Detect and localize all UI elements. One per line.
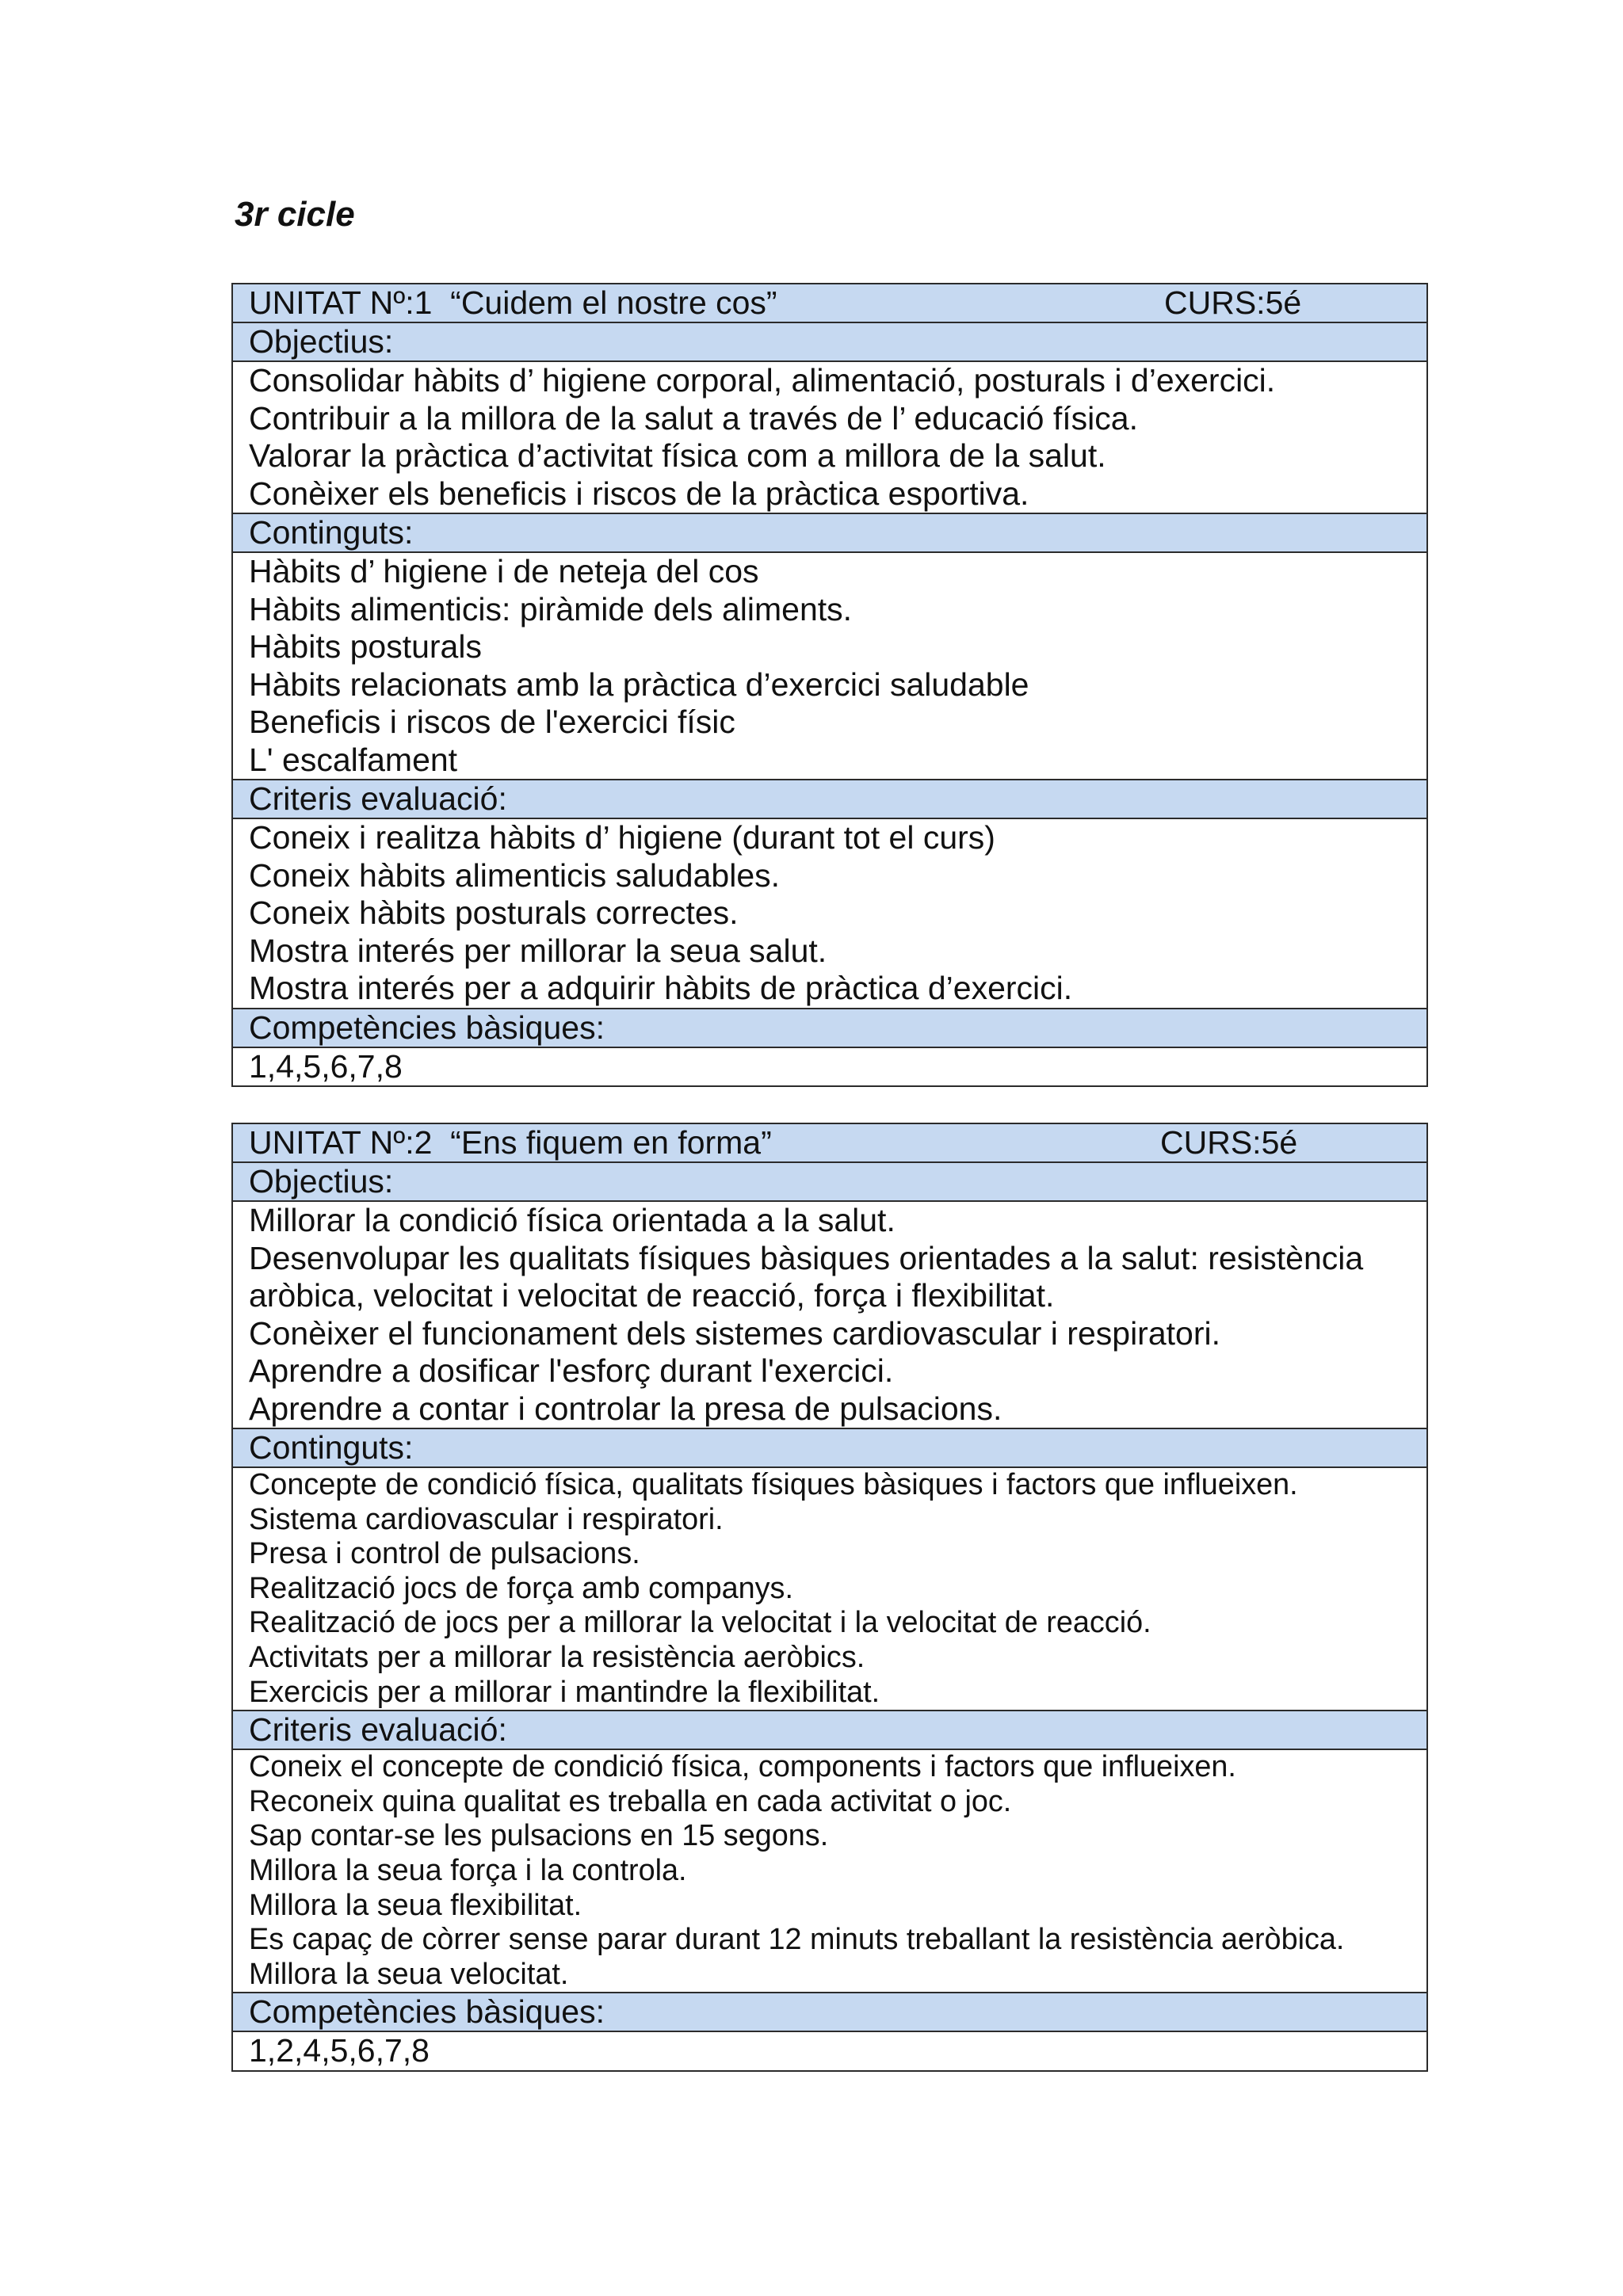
section-label-competences: Competències bàsiques: — [233, 1992, 1426, 2031]
document-title: 3r cicle — [235, 195, 355, 234]
criteria-item: Reconeix quina qualitat es treballa en cada activitat o joc. — [249, 1784, 1012, 1818]
course-label: CURS:5é — [1160, 1124, 1298, 1161]
criteria-item: Millora la seua velocitat. — [249, 1957, 569, 1991]
objective-item: Conèixer el funcionament dels sistemes cardiovascular i respiratori. — [249, 1314, 1220, 1352]
objective-item: Contribuir a la millora de la salut a través de l’ educació física. — [249, 399, 1138, 437]
content-item: Beneficis i riscos de l'exercici físic — [249, 704, 735, 740]
criteria-item: Mostra interés per a adquirir hàbits de pràctica d’exercici. — [249, 970, 1073, 1006]
criteria-item: Mostra interés per millorar la seua salut. — [249, 932, 827, 969]
unit-heading: UNITAT Nº:2 “Ens fiquem en forma” — [249, 1124, 772, 1161]
content-item: Presa i control de pulsacions. — [249, 1537, 640, 1571]
criteria-item: Millora la seua força i la controla. — [249, 1853, 687, 1887]
content-item: Hàbits d’ higiene i de neteja del cos — [249, 553, 759, 589]
contents-list — [233, 1466, 1426, 1710]
section-label-competences: Competències bàsiques: — [233, 1008, 1426, 1047]
content-item: L' escalfament — [249, 741, 458, 778]
section-label-objectives: Objectius: — [233, 1161, 1426, 1200]
competences-value: 1,4,5,6,7,8 — [233, 1047, 1426, 1086]
criteria-item: Coneix el concepte de condició física, components i factors que influeixen. — [249, 1750, 1236, 1784]
content-item: Concepte de condició física, qualitats físiques bàsiques i factors que influeixen. — [249, 1468, 1298, 1501]
unit-table — [231, 1123, 1428, 2072]
criteria-item: Millora la seua flexibilitat. — [249, 1888, 582, 1922]
section-label-criteria: Criteris evaluació: — [233, 1710, 1426, 1749]
content-item: Exercicis per a millorar i mantindre la flexibilitat. — [249, 1675, 880, 1709]
objectives-list — [233, 1200, 1426, 1428]
unit-table — [231, 283, 1428, 1087]
unit-header-row — [233, 284, 1426, 322]
criteria-list — [233, 818, 1426, 1008]
content-item: Sistema cardiovascular i respiratori. — [249, 1502, 724, 1536]
section-label-contents: Continguts: — [233, 513, 1426, 551]
content-item: Hàbits relacionats amb la pràctica d’exercici saludable — [249, 666, 1029, 703]
unit-header-row — [233, 1124, 1426, 1161]
criteria-item: Es capaç de còrrer sense parar durant 12 minuts treballant la resistència aeròbica. — [249, 1923, 1345, 1957]
criteria-item: Coneix hàbits alimenticis saludables. — [249, 856, 781, 894]
criteria-item: Sap contar-se les pulsacions en 15 segons. — [249, 1819, 829, 1853]
section-label-criteria: Criteris evaluació: — [233, 779, 1426, 818]
objective-item: Desenvolupar les qualitats físiques bàsiques orientades a la salut: resistència aròbica, velocitat i velocitat de reacció, força i flexibilitat. — [249, 1239, 1364, 1314]
content-item: Realització de jocs per a millorar la velocitat i la velocitat de reacció. — [249, 1606, 1151, 1640]
course-label: CURS:5é — [1164, 284, 1302, 321]
section-label-contents: Continguts: — [233, 1428, 1426, 1466]
objective-item: Aprendre a contar i controlar la presa de pulsacions. — [249, 1390, 1002, 1427]
content-item: Realització jocs de força amb companys. — [249, 1571, 793, 1605]
contents-list — [233, 551, 1426, 779]
competences-value: 1,2,4,5,6,7,8 — [233, 2031, 1426, 2070]
objective-item: Conèixer els beneficis i riscos de la pràctica esportiva. — [249, 475, 1029, 512]
objective-item: Valorar la pràctica d’activitat física com a millora de la salut. — [249, 437, 1106, 474]
criteria-item: Coneix i realitza hàbits d’ higiene (durant tot el curs) — [249, 819, 995, 856]
section-label-objectives: Objectius: — [233, 322, 1426, 360]
criteria-item: Coneix hàbits posturals correctes. — [249, 894, 739, 931]
objective-item: Millorar la condició física orientada a la salut. — [249, 1202, 896, 1238]
objective-item: Aprendre a dosificar l'esforç durant l'exercici. — [249, 1352, 894, 1389]
content-item: Hàbits posturals — [249, 628, 482, 665]
unit-heading: UNITAT Nº:1 “Cuidem el nostre cos” — [249, 284, 777, 321]
objective-item: Consolidar hàbits d’ higiene corporal, alimentació, posturals i d’exercici. — [249, 362, 1276, 399]
objectives-list — [233, 360, 1426, 513]
criteria-list — [233, 1749, 1426, 1992]
content-item: Activitats per a millorar la resistència aeròbics. — [249, 1640, 865, 1674]
content-item: Hàbits alimenticis: piràmide dels aliments. — [249, 590, 853, 627]
